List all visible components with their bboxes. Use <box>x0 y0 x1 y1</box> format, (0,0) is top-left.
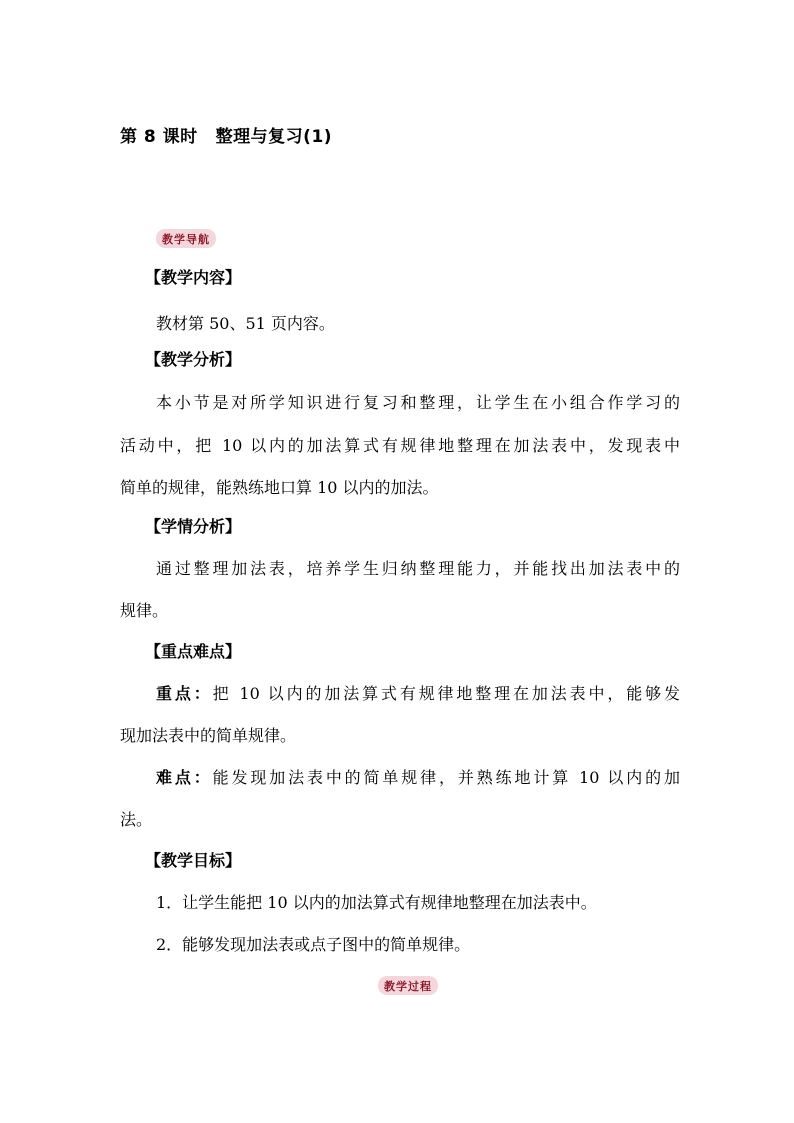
analysis-line: 活动中，把 10 以内的加法算式有规律地整理在加法表中，发现表中 <box>120 436 680 455</box>
difficult-point-label: 难点： <box>156 768 213 787</box>
teaching-process-stamp: 教学过程 <box>378 976 438 995</box>
analysis-line: 本小节是对所学知识进行复习和整理，让学生在小组合作学习的 <box>156 393 680 412</box>
lesson-number: 第 8 课时 <box>120 127 198 147</box>
key-point-text: 把 10 以内的加法算式有规律地整理在加法表中，能够发 <box>212 684 680 703</box>
content-heading: 【教学内容】 <box>145 268 242 287</box>
goals-heading: 【教学目标】 <box>145 851 242 870</box>
key-point-line <box>120 684 680 704</box>
key-point-line: 现加法表中的简单规律。 <box>120 726 297 745</box>
learner-line: 通过整理加法表，培养学生归纳整理能力，并能找出加法表中的 <box>156 559 680 578</box>
analysis-line: 简单的规律，能熟练地口算 10 以内的加法。 <box>120 478 439 497</box>
learner-heading: 【学情分析】 <box>145 517 242 536</box>
key-point-label: 重点： <box>156 684 213 703</box>
analysis-heading: 【教学分析】 <box>145 350 242 369</box>
difficult-point-line: 法。 <box>120 810 153 829</box>
goal-item: 2．能够发现加法表或点子图中的简单规律。 <box>156 935 471 954</box>
teaching-navigation-stamp: 教学导航 <box>156 229 216 248</box>
content-text: 教材第 50、51 页内容。 <box>156 314 335 333</box>
learner-line: 规律。 <box>120 601 169 620</box>
lesson-name: 整理与复习(1) <box>215 127 333 147</box>
difficult-point-text: 能发现加法表中的简单规律，并熟练地计算 10 以内的加 <box>212 768 680 787</box>
goal-item: 1．让学生能把 10 以内的加法算式有规律地整理在加法表中。 <box>156 893 597 912</box>
keypoints-heading: 【重点难点】 <box>145 642 242 661</box>
lesson-title <box>120 122 332 147</box>
difficult-point-line <box>120 768 680 788</box>
